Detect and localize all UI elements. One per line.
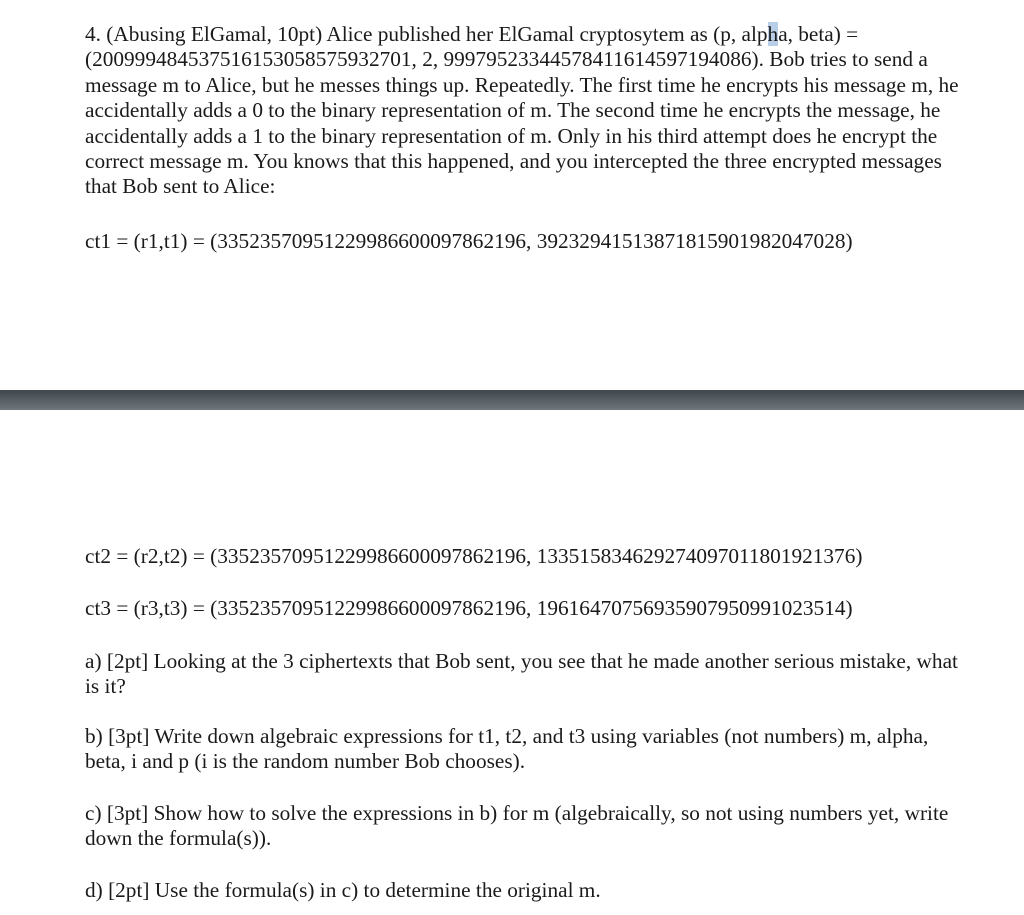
ciphertext-2: ct2 = (r2,t2) = (33523570951229986600097862196, 133515834629274097011801921376) xyxy=(85,544,863,568)
document-page-top xyxy=(0,0,1024,390)
question-d: d) [2pt] Use the formula(s) in c) to determine the original m. xyxy=(85,878,601,902)
question-c: c) [3pt] Show how to solve the expressions in b) for m (algebraically, so not using numbers yet, write down the formula(s)). xyxy=(85,801,949,851)
page-separator xyxy=(0,390,1024,410)
question-b: b) [3pt] Write down algebraic expressions for t1, t2, and t3 using variables (not numbers) m, alpha, beta, i and p (i is the random number Bob chooses). xyxy=(85,724,929,774)
ciphertext-1: ct1 = (r1,t1) = (33523570951229986600097862196, 39232941513871815901982047028) xyxy=(85,229,853,253)
selection-highlight: h xyxy=(767,22,779,46)
document-page-bottom xyxy=(0,410,1024,915)
problem-intro-part2: a, beta) = (200999484537516153058575932701, 2, 99979523344578411614597194086). Bob tries to send a message m to Alice, but he messes things up. Repeatedly. The first time he encrypts his message m, he accidentally adds a 0 to the binary representation of m. The second time he encrypts the message, he accidentally adds a 1 to the binary representation of m. Only in his third attempt does he encrypt the correct message m. You knows that this happened, and you intercepted the three encrypted messages that Bob sent to Alice: xyxy=(85,22,959,199)
question-a: a) [2pt] Looking at the 3 ciphertexts that Bob sent, you see that he made another serious mistake, what is it? xyxy=(85,649,958,699)
problem-statement xyxy=(85,22,965,200)
problem-intro-part1: 4. (Abusing ElGamal, 10pt) Alice published her ElGamal cryptosytem as (p, alp xyxy=(85,22,768,46)
ciphertext-3: ct3 = (r3,t3) = (33523570951229986600097862196, 19616470756935907950991023514) xyxy=(85,596,853,620)
